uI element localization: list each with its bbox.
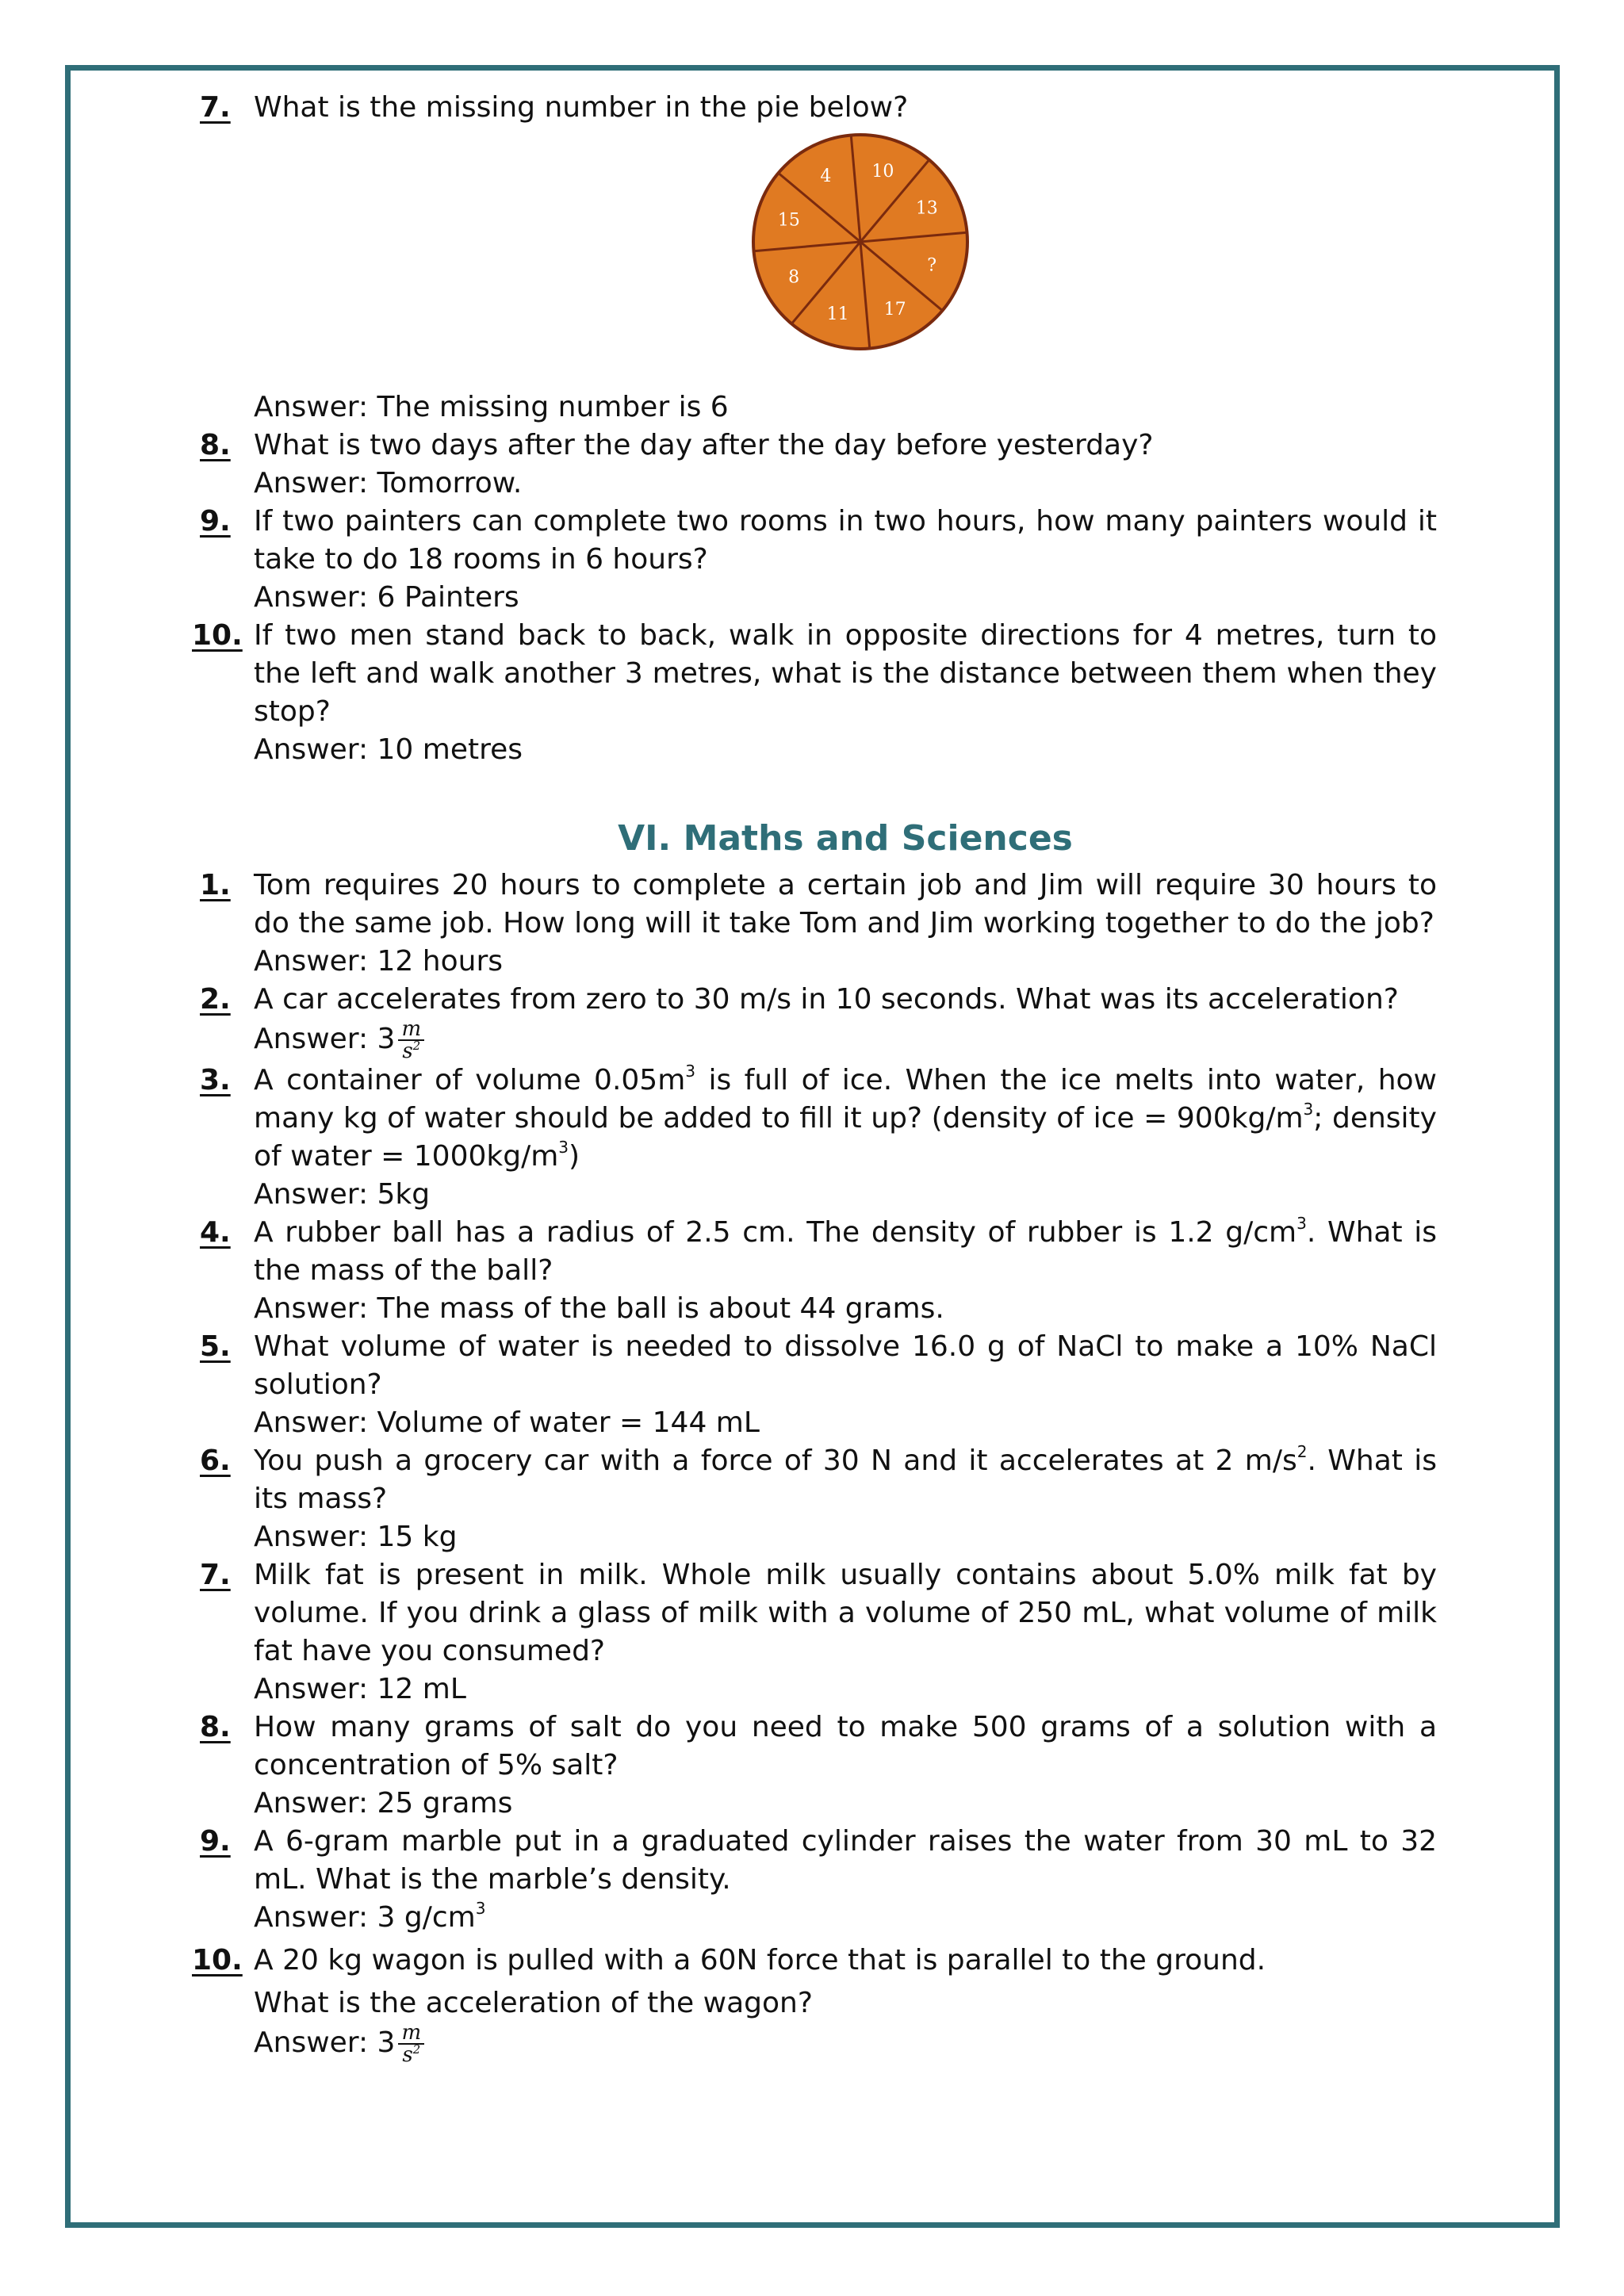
text-part: . What is the mass of the ball? [254,1216,1438,1287]
question-number: 8. [200,1711,231,1743]
pie-label: 10 [871,161,894,182]
question-text [254,1214,1437,1290]
answer-prefix: Answer: 3 [254,2026,396,2059]
puzzle-7 [200,89,1437,427]
answer-prefix: Answer: 3 g/cm [254,1901,476,1934]
maths-question-10 [192,1942,1437,2067]
maths-question-4 [200,1214,1437,1328]
maths-question-1 [200,867,1437,981]
page-content [192,89,1438,2067]
superscript: 3 [558,1138,569,1157]
fraction [398,1019,424,1062]
pie-label: 13 [915,198,938,219]
question-text: What is the missing number in the pie below? [254,91,909,124]
denominator-base: s [402,1039,413,1063]
question-text: If two painters can complete two rooms in two hours, how many painters would it take to do 18 rooms in 6 hours? [254,505,1437,576]
answer-text: Answer: 12 hours [254,945,503,978]
denominator-base: s [402,2043,413,2067]
fraction-numerator: m [398,2022,424,2045]
pie-chart [745,127,975,357]
fraction-denominator [398,2042,424,2067]
question-text: A car accelerates from zero to 30 m/s in 10 seconds. What was its acceleration? [254,983,1399,1016]
answer-text: Answer: 6 Painters [254,581,519,614]
question-number: 7. [200,91,231,124]
maths-question-6 [200,1442,1437,1556]
question-number: 3. [200,1064,231,1096]
superscript: 2 [1297,1442,1308,1461]
question-text: Tom requires 20 hours to complete a certain job and Jim will require 30 hours to do the same job. How long will it take Tom and Jim working together to do the job? [254,869,1437,939]
text-part: is full of ice. When the ice melts into water, how many kg of water should be added to fill it up? (density of ice = 900kg/m [254,1064,1437,1135]
pie-label: 8 [788,267,800,288]
denominator-exponent: 2 [412,2042,421,2057]
question-text-line-1: A 20 kg wagon is pulled with a 60N force that is parallel to the ground. [254,1944,1266,1976]
question-text: Milk fat is present in milk. Whole milk usually contains about 5.0% milk fat by volume. If you drink a glass of milk with a volume of 250 mL, what volume of milk fat have you consumed? [254,1559,1437,1667]
question-number: 9. [200,505,231,538]
question-number: 8. [200,429,231,461]
fraction-denominator [398,1041,424,1062]
maths-question-9 [200,1823,1437,1937]
fraction-numerator: m [398,1019,424,1041]
answer-text: Answer: 5kg [254,1178,431,1211]
puzzle-9 [200,503,1437,617]
maths-question-2 [200,981,1437,1062]
question-number: 6. [200,1445,231,1477]
question-text [254,1442,1437,1518]
answer-text: Answer: 15 kg [254,1521,458,1553]
maths-question-3 [200,1062,1437,1214]
section-title: VI. Maths and Sciences [618,818,1073,859]
superscript: 3 [685,1062,696,1081]
answer-text [254,1899,1437,1937]
superscript: 3 [475,1899,486,1918]
question-text: If two men stand back to back, walk in opposite directions for 4 metres, turn to the left and walk another 3 metres, what is the distance between them when they stop? [254,619,1437,728]
text-part: A rubber ball has a radius of 2.5 cm. The density of rubber is 1.2 g/cm [254,1216,1297,1249]
maths-question-7 [200,1556,1437,1709]
question-number: 1. [200,869,231,901]
question-number: 2. [200,983,231,1016]
question-number: 5. [200,1330,231,1363]
answer-text: Answer: 25 grams [254,1787,513,1820]
pie-label: 11 [826,304,849,325]
question-text: What is two days after the day after the day before yesterday? [254,429,1154,461]
maths-question-5 [200,1328,1437,1442]
answer-text: Answer: The mass of the ball is about 44 grams. [254,1292,944,1325]
puzzle-10 [192,617,1437,769]
question-text [254,1062,1437,1176]
question-number: 4. [200,1216,231,1249]
denominator-exponent: 2 [412,1039,421,1053]
text-part: You push a grocery car with a force of 30 N and it accelerates at 2 m/s [254,1445,1297,1477]
pie-label: ? [927,255,937,276]
answer-text: Answer: The missing number is 6 [254,391,729,423]
superscript: 3 [1297,1214,1307,1233]
answer-text: Answer: Tomorrow. [254,467,523,499]
question-text-line-2: What is the acceleration of the wagon? [254,1987,813,2019]
question-text: A 6-gram marble put in a graduated cylinder raises the water from 30 mL to 32 mL. What is the marble’s density. [254,1825,1437,1896]
answer-text: Answer: 10 metres [254,733,523,766]
question-number: 10. [192,619,243,652]
answer-text: Answer: Volume of water = 144 mL [254,1406,760,1439]
answer-text: Answer: 12 mL [254,1673,466,1705]
question-number: 10. [192,1944,243,1976]
fraction [398,2022,424,2065]
text-part: . What is its mass? [254,1445,1437,1515]
superscript: 3 [1303,1100,1314,1119]
text-part: ; density of water = 1000kg/m [254,1102,1437,1173]
question-number: 9. [200,1825,231,1858]
question-text: What volume of water is needed to dissolve 16.0 g of NaCl to make a 10% NaCl solution? [254,1330,1437,1401]
pie-label: 17 [883,299,906,320]
pie-label: 15 [777,210,800,231]
text-part: ) [569,1140,580,1173]
puzzle-8 [200,427,1437,503]
question-number: 7. [200,1559,231,1591]
pie-figure [254,127,1437,388]
answer-prefix: Answer: 3 [254,1023,396,1055]
maths-question-8 [200,1709,1437,1823]
answer-text [254,2022,1437,2065]
answer-text [254,1019,1437,1062]
pie-label: 4 [820,166,832,187]
question-text: How many grams of salt do you need to make 500 grams of a solution with a concentration of 5% salt? [254,1711,1437,1781]
text-part: A container of volume 0.05m [254,1064,686,1096]
